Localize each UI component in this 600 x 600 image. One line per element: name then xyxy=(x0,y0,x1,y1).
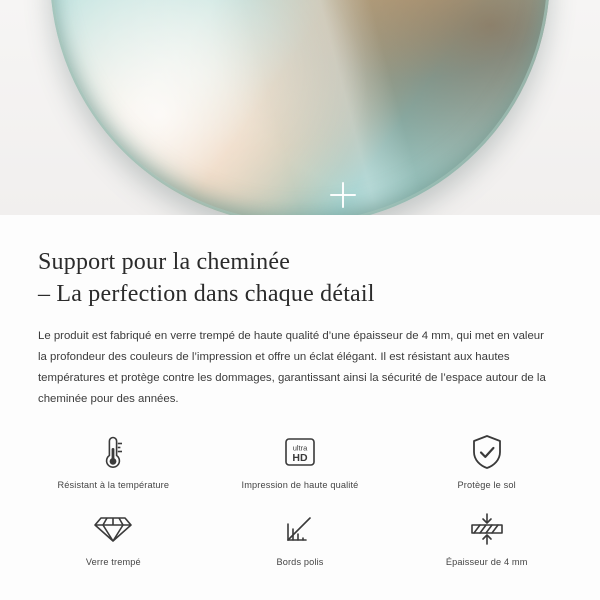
ultra-hd-icon xyxy=(282,431,318,473)
thermometer-icon xyxy=(96,431,130,473)
headline-line-1: Support pour la cheminée xyxy=(38,249,291,275)
feature-high-quality-print xyxy=(207,431,394,490)
shield-check-icon xyxy=(469,431,505,473)
feature-label: Verre trempé xyxy=(85,557,141,568)
diamond-icon xyxy=(93,508,133,550)
feature-label: Protège le sol xyxy=(457,480,516,491)
text-content xyxy=(0,215,600,409)
round-glass-panel-image xyxy=(50,0,550,215)
thickness-arrows-icon xyxy=(466,508,508,550)
feature-protects-floor xyxy=(393,431,580,490)
headline-line-2: – La perfection dans chaque détail xyxy=(38,280,375,307)
page-title xyxy=(38,247,562,310)
feature-label: Impression de haute qualité xyxy=(241,480,359,491)
feature-tempered-glass xyxy=(20,508,207,567)
feature-temperature-resistant xyxy=(20,431,207,490)
polished-edges-icon xyxy=(282,508,318,550)
feature-label: Résistant à la température xyxy=(57,480,170,491)
svg-text:ultra: ultra xyxy=(292,443,308,453)
description-paragraph: Le produit est fabriqué en verre trempé de haute qualité d’une épaisseur de 4 mm, qui met en valeur la profondeur des couleurs de l’impression et offre un éclat élégant. Il est résistant aux hautes températures et protège contre les dommages, garantissant ainsi la sécurité de l’espace autour de la cheminée pour des années. xyxy=(38,330,546,405)
feature-label: Épaisseur de 4 mm xyxy=(445,557,528,568)
feature-label: Bords polis xyxy=(276,557,324,568)
feature-grid xyxy=(0,427,600,567)
feature-thickness-4mm xyxy=(393,508,580,567)
hero-image xyxy=(0,0,600,215)
feature-polished-edges xyxy=(207,508,394,567)
svg-text:HD: HD xyxy=(292,452,308,465)
